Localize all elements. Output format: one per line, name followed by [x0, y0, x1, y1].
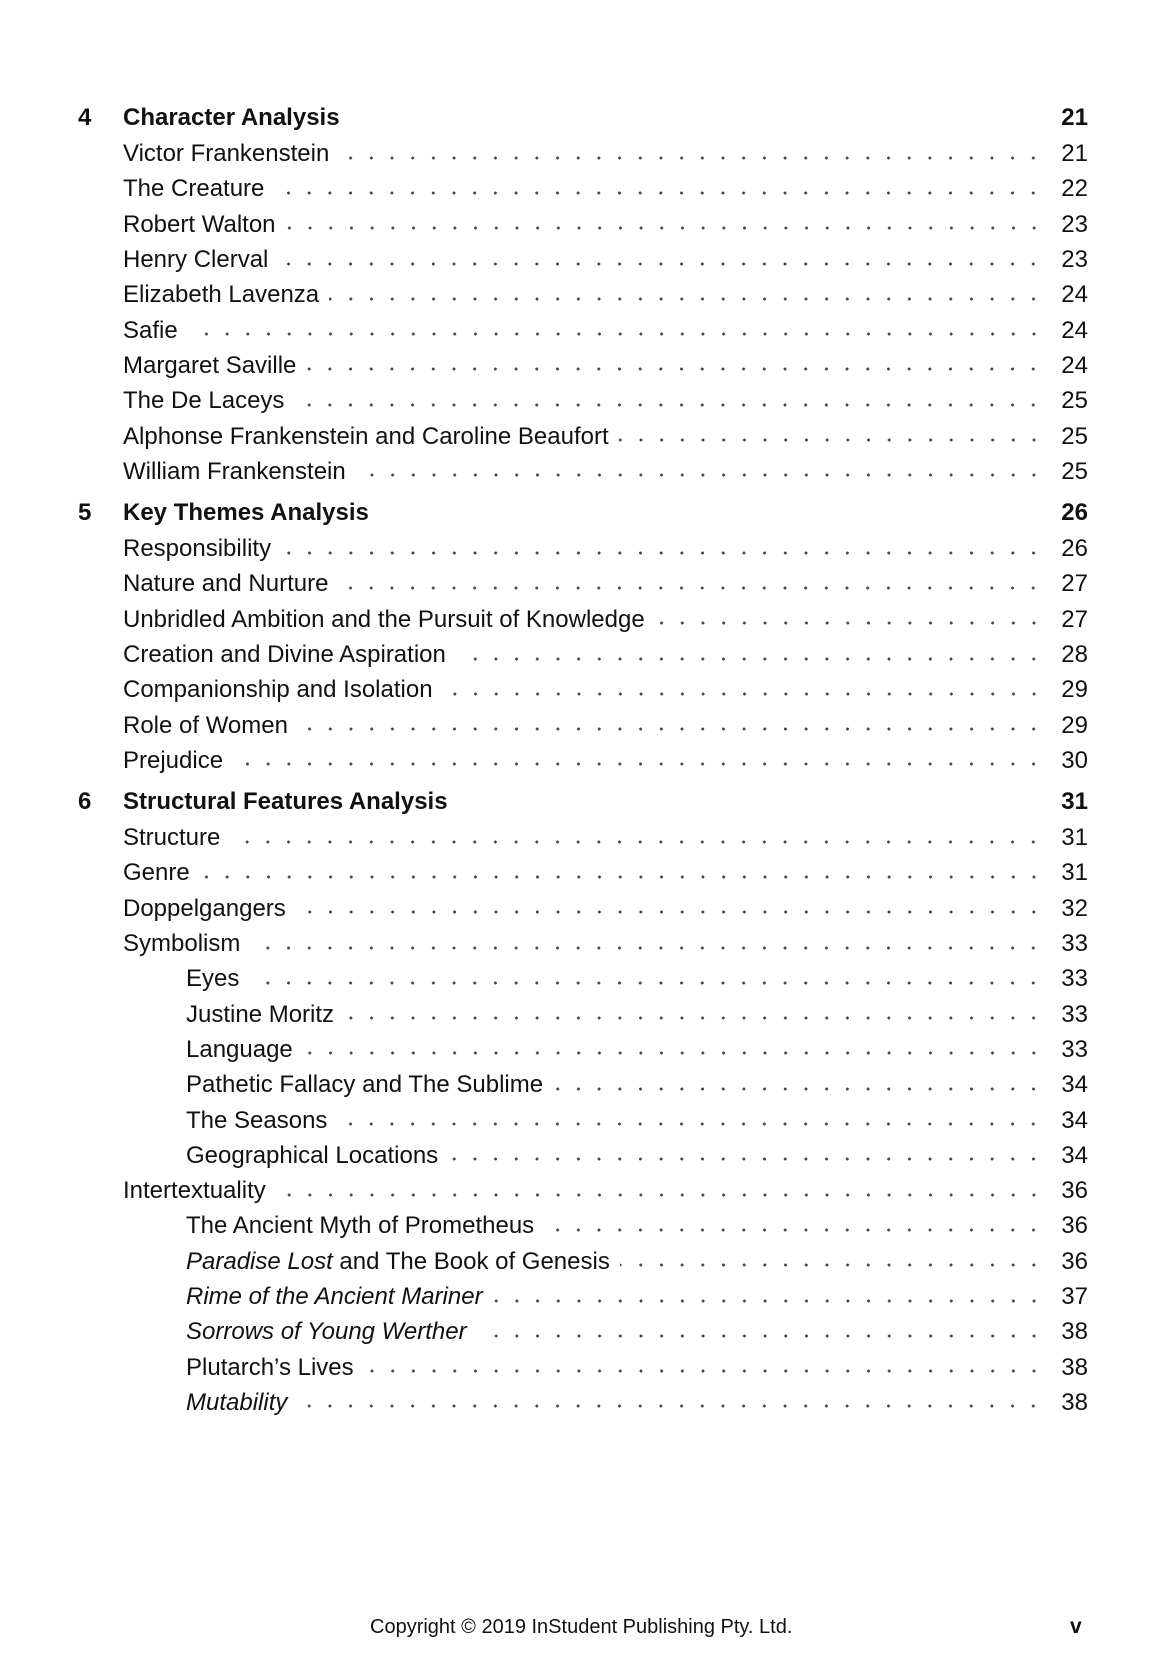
entry-label: Victor Frankenstein	[123, 140, 330, 168]
entry-label: Nature and Nurture	[123, 570, 329, 598]
toc-subentry[interactable]	[78, 997, 1088, 1032]
entry-page: 31	[1061, 859, 1088, 887]
dot-leader	[274, 190, 1044, 196]
entry-page: 33	[1061, 965, 1088, 993]
entry-page: 33	[1061, 930, 1088, 958]
entry-page: 25	[1061, 387, 1088, 415]
dot-leader	[296, 909, 1044, 915]
entry-page: 33	[1061, 1000, 1088, 1028]
entry-label: Margaret Saville	[123, 351, 297, 379]
toc-entry[interactable]	[78, 820, 1088, 855]
dot-leader	[356, 472, 1044, 478]
dot-leader	[278, 261, 1044, 267]
entry-page: 36	[1061, 1247, 1088, 1275]
toc-subentry[interactable]	[78, 1350, 1088, 1385]
entry-label: Structure	[123, 824, 221, 852]
entry-page: 24	[1061, 316, 1088, 344]
dot-leader	[339, 155, 1044, 161]
toc-entry[interactable]	[78, 637, 1088, 672]
entry-page: 22	[1061, 175, 1088, 203]
entry-label: William Frankenstein	[123, 457, 346, 485]
dot-leader	[188, 331, 1044, 337]
chapter-number: 5	[78, 498, 92, 526]
toc-entry[interactable]	[78, 171, 1088, 206]
entry-label: Eyes	[186, 965, 240, 993]
chapter-title: Character Analysis	[123, 104, 340, 131]
dot-leader	[294, 402, 1044, 408]
toc-subentry[interactable]	[78, 1279, 1088, 1314]
entry-page: 25	[1061, 457, 1088, 485]
entry-label: Language	[186, 1035, 293, 1063]
dot-leader	[338, 585, 1044, 591]
chapter-page: 21	[1061, 104, 1088, 131]
dot-leader	[298, 726, 1044, 732]
entry-label: Unbridled Ambition and the Pursuit of Knowledge	[123, 605, 645, 633]
entry-page: 34	[1061, 1106, 1088, 1134]
copyright-notice: Copyright © 2019 InStudent Publishing Pty. Ltd.	[370, 1616, 793, 1638]
entry-page: 36	[1061, 1212, 1088, 1240]
entry-label: Rime of the Ancient Mariner	[186, 1283, 483, 1311]
toc-entry[interactable]	[78, 891, 1088, 926]
entry-label: Justine Moritz	[186, 1000, 335, 1028]
toc-subentry[interactable]	[78, 1244, 1088, 1279]
chapter-page: 31	[1061, 788, 1088, 816]
dot-leader	[544, 1227, 1044, 1233]
entry-page: 36	[1061, 1177, 1088, 1205]
toc-subentry[interactable]	[78, 1208, 1088, 1243]
entry-label: Prejudice	[123, 746, 224, 774]
entry-page: 28	[1061, 641, 1088, 668]
entry-label: Geographical Locations	[186, 1141, 439, 1169]
toc-subentry[interactable]	[78, 1102, 1088, 1137]
entry-label	[186, 1244, 620, 1279]
chapter-heading[interactable]	[78, 495, 1088, 531]
entry-page: 26	[1061, 535, 1088, 563]
toc-entry[interactable]	[78, 1173, 1088, 1208]
entry-label: Intertextuality	[123, 1177, 266, 1205]
entry-label: Plutarch’s Lives	[186, 1353, 354, 1381]
toc-entry[interactable]	[78, 207, 1088, 242]
chapter-title: Structural Features Analysis	[123, 788, 448, 816]
entry-label: Elizabeth Lavenza	[123, 281, 320, 309]
dot-leader	[249, 980, 1044, 986]
entry-label-italic: Paradise Lost	[186, 1247, 333, 1275]
toc-entry[interactable]	[78, 566, 1088, 601]
toc-entry[interactable]	[78, 531, 1088, 566]
entry-page: 31	[1061, 824, 1088, 852]
dot-leader	[306, 366, 1044, 372]
dot-leader	[620, 1262, 1044, 1268]
entry-page: 21	[1061, 140, 1088, 168]
toc-entry[interactable]	[78, 855, 1088, 890]
toc-entry[interactable]	[78, 418, 1088, 453]
chapter-heading[interactable]	[78, 784, 1088, 820]
entry-label: Henry Clerval	[123, 246, 269, 274]
entry-page: 29	[1061, 676, 1088, 704]
dot-leader	[286, 225, 1044, 231]
entry-page: 30	[1061, 746, 1088, 774]
chapter-page: 26	[1061, 498, 1088, 526]
dot-leader	[619, 437, 1044, 443]
entry-label: Role of Women	[123, 711, 288, 739]
entry-page: 32	[1061, 894, 1088, 922]
entry-label: Symbolism	[123, 930, 241, 958]
dot-leader	[655, 620, 1044, 626]
entry-label: Pathetic Fallacy and The Sublime	[186, 1071, 544, 1099]
entry-page: 34	[1061, 1071, 1088, 1099]
entry-label: Safie	[123, 316, 178, 344]
entry-label: Robert Walton	[123, 210, 276, 238]
table-of-contents	[78, 100, 1088, 1420]
dot-leader	[493, 1298, 1044, 1304]
entry-label: Companionship and Isolation	[123, 676, 433, 704]
toc-entry[interactable]	[78, 312, 1088, 347]
dot-leader	[297, 1403, 1044, 1409]
dot-leader	[230, 839, 1044, 845]
entry-label-rest: and The Book of Genesis	[332, 1247, 610, 1275]
entry-page: 38	[1061, 1353, 1088, 1381]
dot-leader	[344, 1015, 1044, 1021]
entry-page: 27	[1061, 605, 1088, 633]
entry-label: Responsibility	[123, 535, 272, 563]
toc-subentry[interactable]	[78, 1385, 1088, 1420]
dot-leader	[281, 550, 1044, 556]
page-number: v	[1070, 1615, 1082, 1638]
toc-entry[interactable]	[78, 383, 1088, 418]
dot-leader	[443, 691, 1044, 697]
toc-entry[interactable]	[78, 348, 1088, 383]
chapter-number: 6	[78, 788, 92, 816]
entry-page: 23	[1061, 210, 1088, 238]
dot-leader	[553, 1086, 1044, 1092]
toc-entry[interactable]	[78, 672, 1088, 707]
toc-subentry[interactable]	[78, 1067, 1088, 1102]
toc-entry[interactable]	[78, 454, 1088, 489]
toc-entry[interactable]	[78, 242, 1088, 277]
dot-leader	[329, 296, 1044, 302]
entry-label: The Seasons	[186, 1106, 328, 1134]
entry-page: 24	[1061, 351, 1088, 379]
entry-label: Genre	[123, 859, 190, 887]
entry-label: Sorrows of Young Werther	[186, 1318, 467, 1346]
page-footer	[0, 1612, 1166, 1642]
entry-label: The Creature	[123, 175, 265, 203]
entry-page: 38	[1061, 1388, 1088, 1416]
entry-label: Alphonse Frankenstein and Caroline Beaufort	[123, 422, 609, 450]
toc-entry[interactable]	[78, 707, 1088, 742]
dot-leader	[276, 1192, 1044, 1198]
dot-leader	[477, 1333, 1044, 1339]
toc-entry[interactable]	[78, 602, 1088, 637]
dot-leader	[303, 1050, 1044, 1056]
entry-page: 29	[1061, 711, 1088, 739]
toc-entry[interactable]	[78, 277, 1088, 312]
entry-page: 37	[1061, 1283, 1088, 1311]
dot-leader	[456, 656, 1044, 662]
chapter-number: 4	[78, 104, 92, 131]
toc-subentry[interactable]	[78, 1032, 1088, 1067]
dot-leader	[250, 945, 1044, 951]
entry-page: 24	[1061, 281, 1088, 309]
chapter-heading[interactable]	[78, 100, 1088, 136]
entry-page: 25	[1061, 422, 1088, 450]
entry-label: The De Laceys	[123, 387, 285, 415]
dot-leader	[364, 1368, 1044, 1374]
toc-subentry[interactable]	[78, 1138, 1088, 1173]
entry-label: The Ancient Myth of Prometheus	[186, 1212, 535, 1240]
entry-page: 38	[1061, 1318, 1088, 1346]
chapter-title: Key Themes Analysis	[123, 498, 369, 526]
entry-page: 23	[1061, 246, 1088, 274]
dot-leader	[337, 1121, 1044, 1127]
entry-label: Mutability	[186, 1388, 288, 1416]
entry-label: Doppelgangers	[123, 894, 286, 922]
dot-leader	[233, 761, 1044, 767]
entry-page: 27	[1061, 570, 1088, 598]
toc-subentry[interactable]	[78, 1314, 1088, 1349]
dot-leader	[448, 1156, 1044, 1162]
entry-page: 34	[1061, 1141, 1088, 1169]
toc-subentry[interactable]	[78, 961, 1088, 996]
dot-leader	[200, 874, 1044, 880]
toc-entry[interactable]	[78, 926, 1088, 961]
toc-entry[interactable]	[78, 136, 1088, 171]
toc-entry[interactable]	[78, 743, 1088, 778]
entry-page: 33	[1061, 1035, 1088, 1063]
entry-label: Creation and Divine Aspiration	[123, 641, 446, 668]
